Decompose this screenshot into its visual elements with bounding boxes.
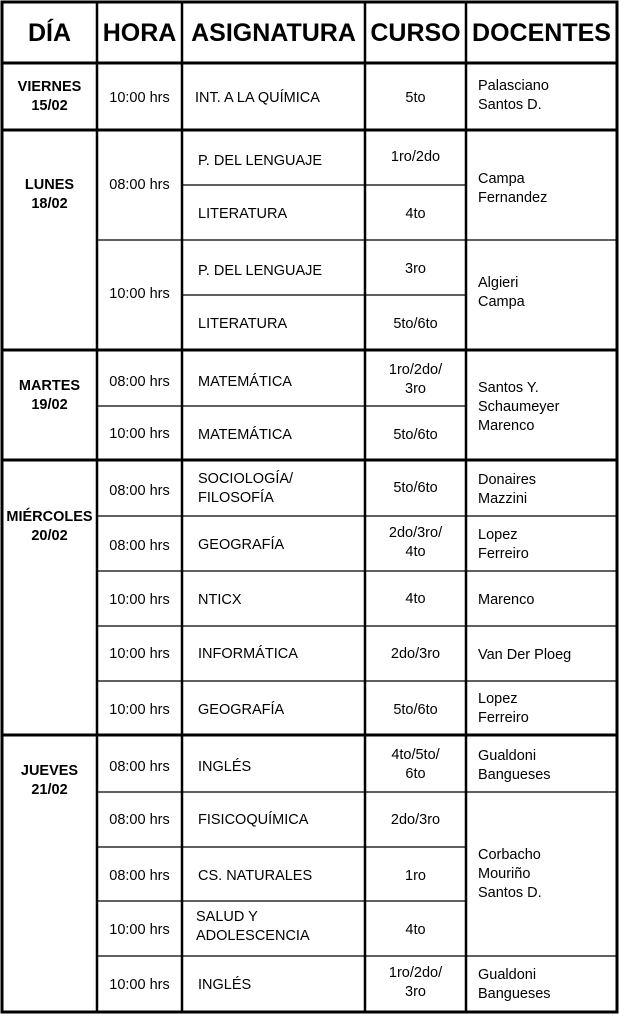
hora-cell: 10:00 hrs [109, 702, 170, 718]
asignatura-cell: SALUD Y ADOLESCENCIA [196, 909, 310, 944]
hora-cell: 10:00 hrs [109, 90, 170, 106]
asignatura-cell: P. DEL LENGUAJE [198, 153, 323, 169]
curso-cell: 5to [405, 90, 426, 106]
hora-cell: 08:00 hrs [109, 374, 170, 390]
hora-cell: 10:00 hrs [109, 426, 170, 442]
header-asignatura: ASIGNATURA [191, 19, 356, 47]
curso-cell: 1ro/2do/ 3ro [388, 362, 443, 397]
day-label-miercoles: MIÉRCOLES 20/02 [6, 509, 93, 544]
asignatura-cell: INGLÉS [198, 977, 252, 993]
asignatura-cell: INT. A LA QUÍMICA [195, 90, 320, 106]
asignatura-cell: GEOGRAFÍA [198, 537, 285, 553]
docentes-cell: Lopez Ferreiro [478, 691, 529, 726]
curso-cell: 4to [405, 591, 426, 607]
header-docentes: DOCENTES [472, 19, 611, 47]
docentes-cell: Algieri Campa [478, 275, 525, 310]
asignatura-cell: MATEMÁTICA [198, 427, 292, 443]
asignatura-cell: CS. NATURALES [198, 868, 313, 884]
header-dia: DÍA [27, 19, 72, 47]
asignatura-cell: INFORMÁTICA [198, 646, 298, 662]
curso-cell: 2do/3ro [390, 646, 441, 662]
docentes-cell: Marenco [478, 592, 535, 608]
hora-cell: 08:00 hrs [109, 868, 170, 884]
curso-cell: 5to/6to [393, 702, 438, 718]
docentes-cell: Gualdoni Bangueses [478, 748, 551, 783]
docentes-cell: Palasciano Santos D. [478, 78, 549, 113]
asignatura-cell: MATEMÁTICA [198, 374, 292, 390]
docentes-cell: Santos Y. Schaumeyer Marenco [478, 380, 560, 434]
asignatura-cell: NTICX [198, 592, 242, 608]
curso-cell: 2do/3ro [390, 812, 441, 828]
hora-cell: 10:00 hrs [109, 922, 170, 938]
header-hora: HORA [102, 19, 177, 47]
docentes-cell: Donaires Mazzini [478, 472, 537, 507]
hora-cell: 08:00 hrs [109, 483, 170, 499]
curso-cell: 1ro/2do [390, 149, 441, 165]
day-label-jueves: JUEVES 21/02 [20, 763, 79, 798]
hora-cell: 10:00 hrs [109, 977, 170, 993]
header-curso: CURSO [370, 19, 461, 47]
docentes-cell: Corbacho Mouriño Santos D. [478, 847, 542, 901]
curso-cell: 5to/6to [393, 427, 438, 443]
hora-cell: 08:00 hrs [109, 177, 170, 193]
curso-cell: 5to/6to [393, 316, 438, 332]
hora-cell: 08:00 hrs [109, 759, 170, 775]
curso-cell: 3ro [405, 261, 426, 277]
hora-cell: 08:00 hrs [109, 538, 170, 554]
day-label-viernes: VIERNES 15/02 [17, 79, 82, 114]
hora-cell: 10:00 hrs [109, 286, 170, 302]
docentes-cell: Gualdoni Bangueses [478, 967, 551, 1002]
asignatura-cell: FISICOQUÍMICA [198, 812, 309, 828]
docentes-cell: Lopez Ferreiro [478, 527, 529, 562]
curso-cell: 4to/5to/ 6to [391, 747, 440, 782]
asignatura-cell: GEOGRAFÍA [198, 702, 285, 718]
asignatura-cell: INGLÉS [198, 759, 252, 775]
curso-cell: 1ro [405, 868, 426, 884]
hora-cell: 08:00 hrs [109, 812, 170, 828]
docentes-cell: Campa Fernandez [478, 171, 548, 206]
asignatura-cell: SOCIOLOGÍA/ FILOSOFÍA [198, 471, 294, 506]
asignatura-cell: LITERATURA [198, 316, 288, 332]
curso-cell: 5to/6to [393, 480, 438, 496]
day-label-lunes: LUNES 18/02 [24, 177, 75, 212]
curso-cell: 2do/3ro/ 4to [388, 525, 443, 560]
curso-cell: 4to [405, 922, 426, 938]
docentes-cell: Van Der Ploeg [478, 647, 572, 663]
curso-cell: 4to [405, 206, 426, 222]
hora-cell: 10:00 hrs [109, 592, 170, 608]
asignatura-cell: P. DEL LENGUAJE [198, 263, 323, 279]
asignatura-cell: LITERATURA [198, 206, 288, 222]
curso-cell: 1ro/2do/ 3ro [388, 965, 443, 1000]
hora-cell: 10:00 hrs [109, 646, 170, 662]
day-label-martes: MARTES 19/02 [18, 378, 81, 413]
